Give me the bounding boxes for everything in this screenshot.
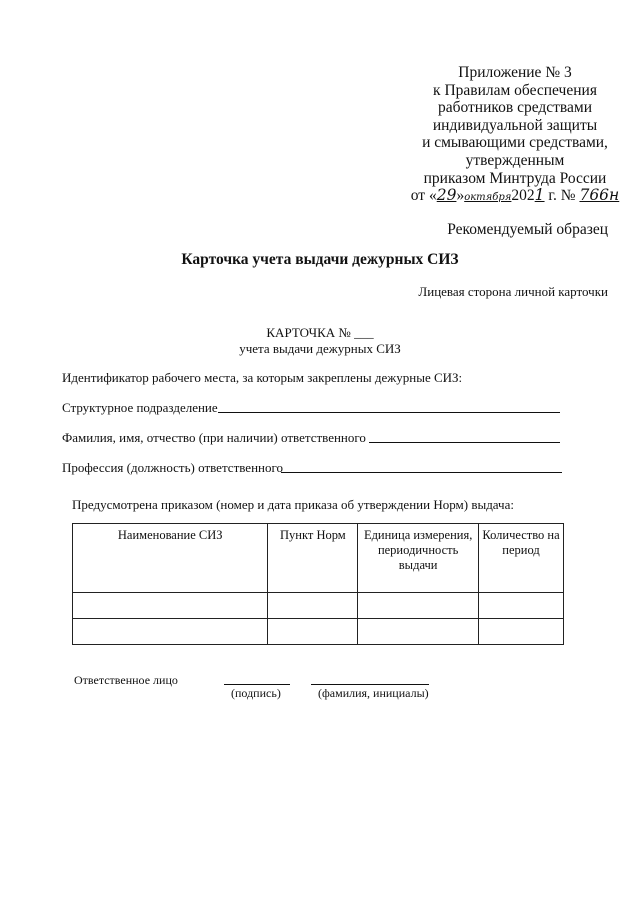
- appendix-line: к Правилам обеспечения: [433, 81, 597, 99]
- appendix-line: работников средствами: [437, 99, 593, 117]
- handwritten-year-digit: 1: [534, 186, 545, 205]
- responsible-person-label: Ответственное лицо: [74, 673, 178, 687]
- column-header-ppe-name: Наименование СИЗ: [73, 524, 268, 593]
- appendix-block: [400, 64, 630, 207]
- card-heading: [0, 325, 640, 357]
- handwritten-order-number: 766н: [579, 186, 620, 205]
- table-cell[interactable]: [268, 593, 358, 619]
- table-cell[interactable]: [479, 593, 564, 619]
- signature-fill-line[interactable]: [224, 684, 290, 685]
- name-fill-line[interactable]: [311, 684, 429, 685]
- profession-fill-line[interactable]: [281, 472, 562, 473]
- full-name-fill-line[interactable]: [369, 442, 560, 443]
- column-header-unit-periodicity: Единица измерения, периодичность выдачи: [358, 524, 479, 593]
- side-label: Лицевая сторона личной карточки: [418, 284, 608, 299]
- handwritten-day: 29: [436, 186, 457, 205]
- name-caption: (фамилия, инициалы): [318, 686, 429, 700]
- handwritten-month: октября: [464, 192, 512, 204]
- department-label: Структурное подразделение: [62, 400, 218, 415]
- norms-table: [72, 523, 564, 645]
- signature-caption: (подпись): [231, 686, 281, 700]
- profession-label: Профессия (должность) ответственного: [62, 460, 283, 475]
- table-row: [73, 593, 564, 619]
- table-cell[interactable]: [358, 619, 479, 645]
- full-name-label: Фамилия, имя, отчество (при наличии) ответственного: [62, 430, 366, 445]
- provision-text: Предусмотрена приказом (номер и дата приказа об утверждении Норм) выдача:: [72, 497, 514, 512]
- workplace-id-label: Идентификатор рабочего места, за которым закреплены дежурные СИЗ:: [62, 370, 463, 385]
- appendix-line: и смывающими средствами,: [422, 134, 608, 152]
- table-cell[interactable]: [268, 619, 358, 645]
- column-header-norm-item: Пункт Норм: [268, 524, 358, 593]
- recommended-sample-label: Рекомендуемый образец: [447, 221, 608, 238]
- table-header-row: [73, 524, 564, 593]
- department-fill-line[interactable]: [218, 412, 560, 413]
- appendix-line: приказом Минтруда России: [423, 169, 607, 187]
- appendix-line: индивидуальной защиты: [432, 116, 598, 134]
- column-header-quantity: Количество на период: [479, 524, 564, 593]
- table-cell[interactable]: [358, 593, 479, 619]
- table-cell[interactable]: [479, 619, 564, 645]
- document-title: Карточка учета выдачи дежурных СИЗ: [181, 251, 459, 268]
- table-row: [73, 619, 564, 645]
- appendix-line: Приложение № 3: [458, 64, 572, 81]
- table-cell[interactable]: [73, 593, 268, 619]
- order-date-line: от «29»октября2021 г. № 766н: [410, 186, 620, 205]
- table-cell[interactable]: [73, 619, 268, 645]
- card-subtitle: учета выдачи дежурных СИЗ: [239, 341, 401, 356]
- card-title: КАРТОЧКА № ___: [266, 325, 374, 340]
- appendix-line: утвержденным: [465, 151, 565, 169]
